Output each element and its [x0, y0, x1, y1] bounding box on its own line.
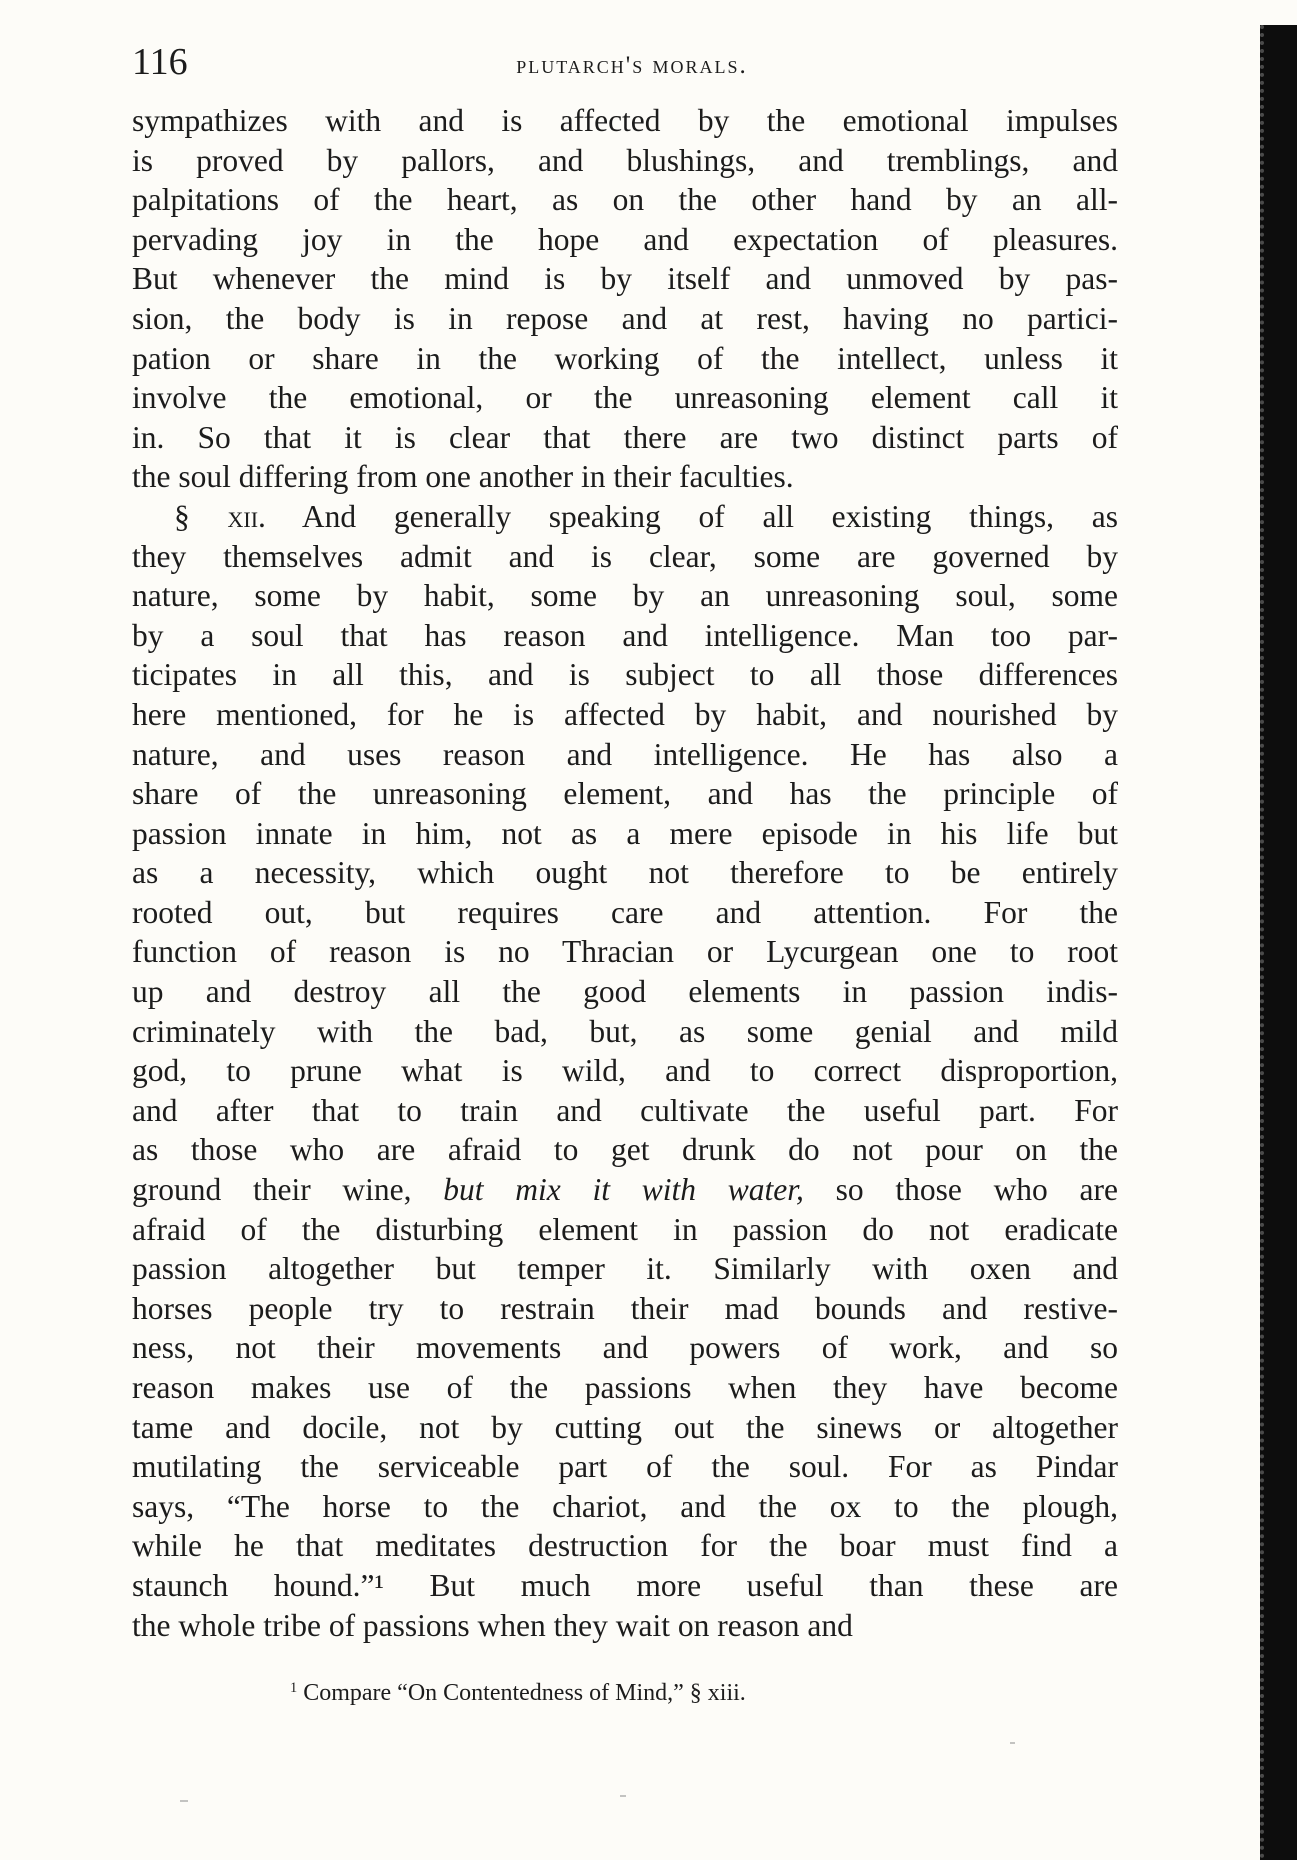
footnote-marker: 1	[290, 1680, 298, 1696]
text-line: passion altogether but temper it. Similarly with oxen and	[132, 1251, 1118, 1287]
text-line: function of reason is no Thracian or Lycurgean one to root	[132, 934, 1118, 970]
text-line: staunch hound.”¹ But much more useful than these are	[132, 1567, 1118, 1603]
text-line: by a soul that has reason and intelligence. Man too par-	[132, 617, 1118, 653]
text-line: here mentioned, for he is affected by habit, and nourished by	[132, 696, 1118, 732]
text-line: god, to prune what is wild, and to correct disproportion,	[132, 1053, 1118, 1089]
text-line: pation or share in the working of the intellect, unless it	[132, 340, 1118, 376]
text-line: as those who are afraid to get drunk do not pour on the	[132, 1132, 1118, 1168]
text-line: pervading joy in the hope and expectation of pleasures.	[132, 221, 1118, 257]
text-line: horses people try to restrain their mad bounds and restive-	[132, 1290, 1118, 1326]
page-header	[132, 40, 1132, 84]
footnote	[290, 1672, 746, 1709]
text-line: nature, and uses reason and intelligence. He has also a	[132, 736, 1118, 772]
section-heading-line	[132, 497, 1118, 537]
text-line: afraid of the disturbing element in passion do not eradicate	[132, 1211, 1118, 1247]
text-line: ticipates in all this, and is subject to all those differences	[132, 657, 1118, 693]
text-line: criminately with the bad, but, as some genial and mild	[132, 1013, 1118, 1049]
italic-phrase: but mix it with water,	[443, 1172, 804, 1208]
text-line: passion innate in him, not as a mere episode in his life but	[132, 815, 1118, 851]
text-line: the soul differing from one another in their faculties.	[132, 459, 794, 495]
running-title: plutarch's morals.	[516, 52, 748, 79]
section-number: xii.	[227, 498, 266, 534]
text-line: is proved by pallors, and blushings, and tremblings, and	[132, 142, 1118, 178]
scan-speck	[180, 1800, 188, 1802]
text-line: and after that to train and cultivate the useful part. For	[132, 1092, 1118, 1128]
scan-speck	[1010, 1742, 1015, 1744]
text-line: nature, some by habit, some by an unreasoning soul, some	[132, 578, 1118, 614]
text-line: palpitations of the heart, as on the other hand by an all-	[132, 182, 1118, 218]
text-line: up and destroy all the good elements in passion indis-	[132, 974, 1118, 1010]
section-line-text: And generally speaking of all existing things, as	[301, 498, 1119, 534]
text-line: But whenever the mind is by itself and unmoved by pas-	[132, 261, 1118, 297]
page-number: 116	[132, 41, 188, 83]
scan-speck	[620, 1795, 626, 1797]
body-text	[132, 101, 1118, 1645]
italic-line	[132, 1170, 1118, 1210]
text-line: says, “The horse to the chariot, and the ox to the plough,	[132, 1488, 1118, 1524]
text-line: they themselves admit and is clear, some are governed by	[132, 538, 1118, 574]
text-line: involve the emotional, or the unreasoning element call it	[132, 380, 1118, 416]
section-mark: §	[174, 498, 190, 534]
text-line: sion, the body is in repose and at rest, having no partici-	[132, 300, 1118, 336]
text-line: sympathizes with and is affected by the emotional impulses	[132, 103, 1118, 138]
footnote-text: Compare “On Contentedness of Mind,” § xiii.	[303, 1679, 746, 1706]
text-line: reason makes use of the passions when they have become	[132, 1370, 1118, 1405]
text-line: share of the unreasoning element, and has the principle of	[132, 776, 1118, 812]
text-line: ness, not their movements and powers of work, and so	[132, 1330, 1118, 1366]
italic-line-before: ground their wine,	[132, 1172, 412, 1208]
italic-line-after: so those who are	[835, 1172, 1118, 1208]
text-line: mutilating the serviceable part of the soul. For as Pindar	[132, 1449, 1118, 1485]
text-line: rooted out, but requires care and attention. For the	[132, 894, 1118, 930]
text-line: the whole tribe of passions when they wait on reason and	[132, 1607, 853, 1643]
scan-shadow-edge	[1260, 25, 1297, 1860]
text-line: tame and docile, not by cutting out the sinews or altogether	[132, 1409, 1118, 1445]
text-line: as a necessity, which ought not therefore to be entirely	[132, 855, 1118, 891]
text-line: in. So that it is clear that there are two distinct parts of	[132, 419, 1118, 455]
text-line: while he that meditates destruction for the boar must find a	[132, 1528, 1118, 1564]
